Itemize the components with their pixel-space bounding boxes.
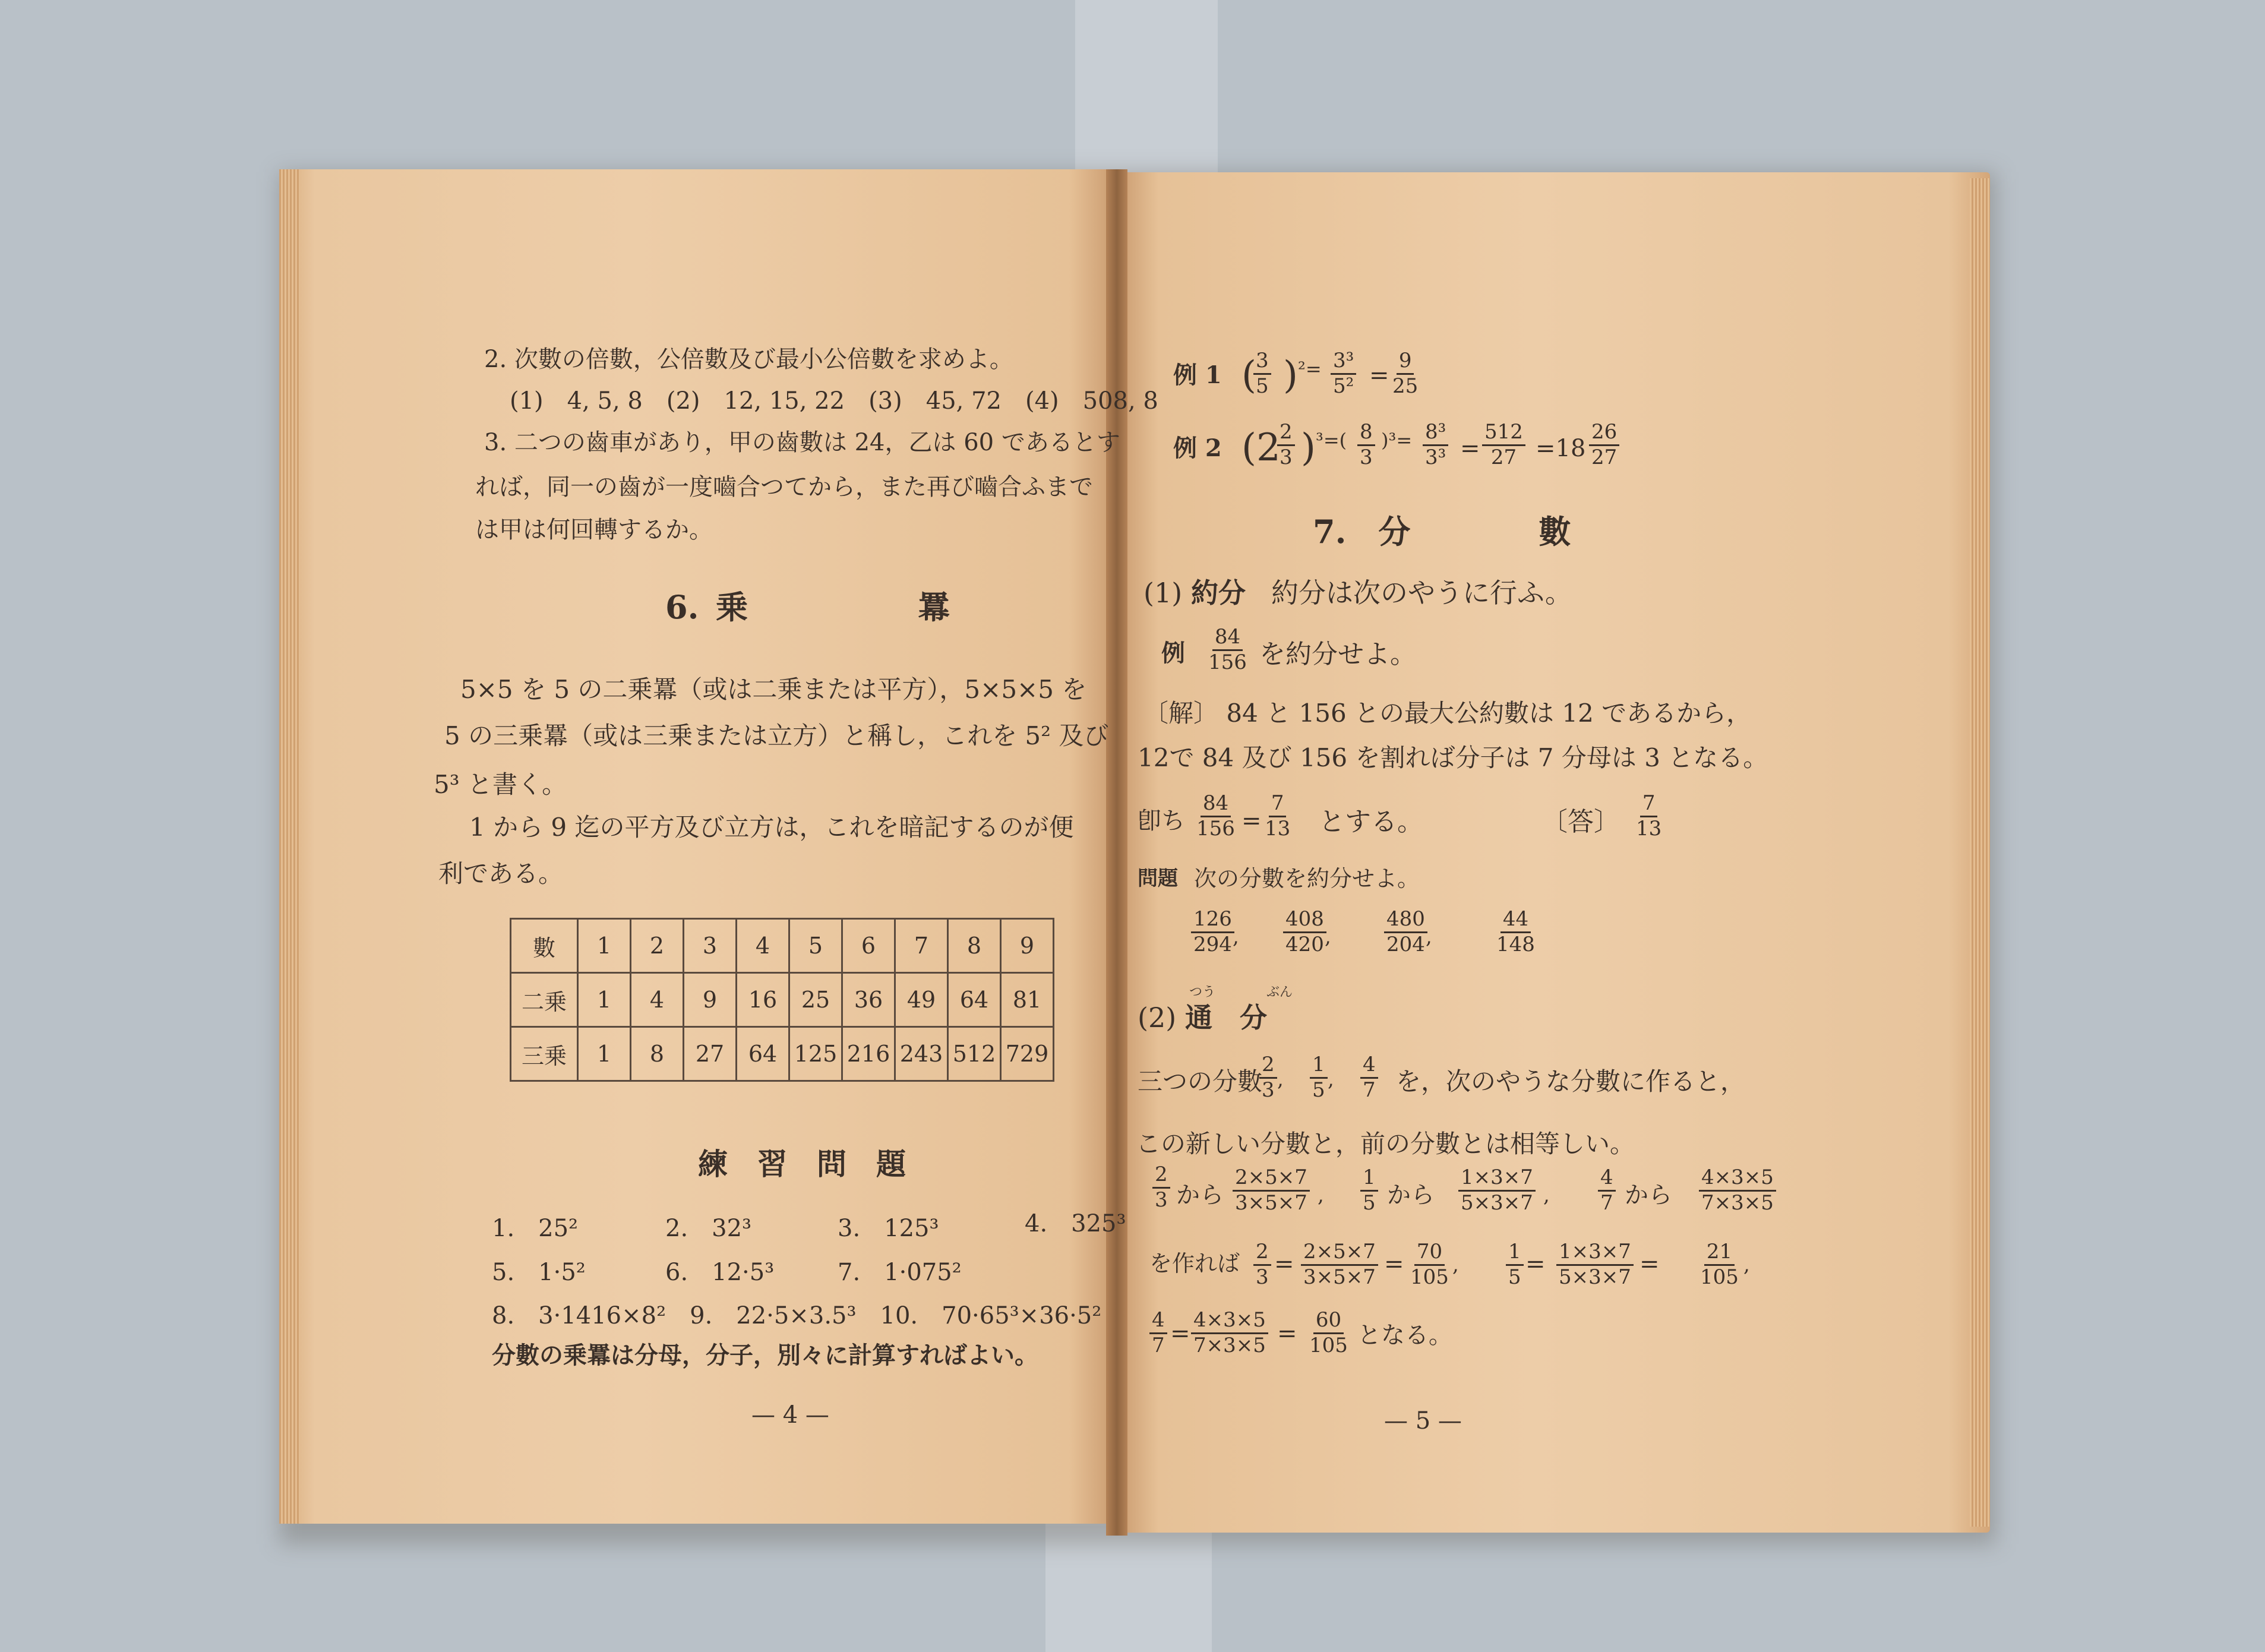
table-cell: 7	[895, 919, 948, 973]
exercise-4: 4. 325³	[1025, 1210, 1126, 1237]
fraction: $\frac{2\times 5\times 7}{3\times 5\times 7}$	[1301, 1242, 1378, 1288]
tsuubun-line-2: この新しい分數と，前の分數とは相等しい。	[1136, 1129, 1635, 1158]
page-number-left: — 4 —	[751, 1401, 829, 1429]
table-cell: 125	[789, 1027, 842, 1081]
subsection-1-title: 約分	[1191, 577, 1246, 609]
fraction: $\frac{\text{3³}}{\text{5²}}$	[1331, 350, 1356, 397]
fraction: $\frac{7}{13}$	[1636, 791, 1662, 841]
comma: ,	[1328, 1067, 1334, 1091]
equals-sign: =	[1384, 1250, 1404, 1278]
example-text: を約分せよ。	[1259, 639, 1416, 669]
fraction: $\frac{512}{27}$	[1482, 422, 1525, 468]
fraction: $\frac{1\times 3\times 7}{5\times 3\times 7}$	[1458, 1167, 1536, 1214]
table-cell: 4	[737, 919, 789, 973]
comma: ,	[1543, 1183, 1550, 1207]
comma: ,	[1277, 1067, 1284, 1091]
table-cell: 三乗	[511, 1027, 578, 1081]
problem-3-line-3: は甲は何回轉するか。	[475, 516, 713, 544]
table-cell: 49	[895, 973, 948, 1027]
subsection-1-text: 約分は次のやうに行ふ。	[1271, 577, 1572, 609]
fraction: $\frac{2}{3}$	[1259, 1054, 1277, 1101]
page-number-right: — 5 —	[1384, 1407, 1462, 1435]
example-2-eq: )³=	[1381, 429, 1413, 451]
table-row	[511, 973, 1054, 1027]
fraction: $\frac{1\times 3\times 7}{5\times 3\times 7}$	[1556, 1242, 1634, 1288]
solution-line-2: 12で 84 及び 156 を割れば分子は 7 分母は 3 となる。	[1138, 743, 1768, 772]
comma: ,	[1233, 925, 1239, 949]
equals-sign: =	[1369, 362, 1389, 389]
fraction: $\frac{2}{3}$	[1152, 1164, 1170, 1211]
example-label: 例	[1161, 639, 1185, 667]
table-cell: 8	[948, 919, 1001, 973]
table-cell: 16	[737, 973, 789, 1027]
equals-sign: =	[1170, 1320, 1190, 1347]
background-strip-top	[1075, 0, 1218, 172]
right-page-edge	[1970, 178, 1990, 1527]
ruby-bun: ぶん	[1266, 985, 1293, 1000]
example-1-paren: )	[1283, 353, 1298, 397]
fraction: $\frac{1}{5}$	[1506, 1242, 1524, 1288]
equals-sign: =	[1274, 1250, 1294, 1278]
para-2-line-1: 1 から 9 迄の平方及び立方は，これを暗記するのが便	[469, 813, 1074, 842]
example-1-paren: (	[1242, 353, 1256, 397]
equals-sign: =	[1525, 1250, 1546, 1278]
note-powers-of-fractions: 分數の乗羃は分母，分子，別々に計算すればよい。	[492, 1341, 1038, 1369]
fraction: $\frac{84}{156}$	[1208, 625, 1247, 674]
table-cell: 6	[842, 919, 895, 973]
para-1-line-1: 5×5 を 5 の二乗羃（或は二乗または平方），5×5×5 を	[460, 675, 1087, 704]
fraction: $\frac{9}{25}$	[1392, 349, 1419, 398]
fraction: $\frac{1}{5}$	[1360, 1167, 1378, 1214]
exercise-2: 2. 32³	[665, 1215, 752, 1242]
fraction: $\frac{3}{5}$	[1253, 350, 1271, 397]
fraction: $\frac{70}{105}$	[1410, 1240, 1449, 1289]
fraction: $\frac{8}{3}$	[1357, 422, 1375, 468]
problem-text: 次の分數を約分せよ。	[1194, 866, 1420, 892]
ruby-tsuu: つう	[1189, 985, 1216, 1000]
para-1-line-3: 5³ と書く。	[434, 770, 567, 799]
table-cell: 27	[684, 1027, 737, 1081]
exercise-title: 練 習 問 題	[698, 1146, 906, 1182]
table-cell: 3	[684, 919, 737, 973]
table-cell: 64	[948, 973, 1001, 1027]
comma: ,	[1325, 925, 1331, 949]
example-1-label: 例 1	[1173, 361, 1222, 389]
section-6-title-b: 羃	[918, 588, 950, 626]
fraction: $\frac{480}{204}$	[1384, 909, 1427, 955]
section-7-title: 7. 分 數	[1313, 513, 1571, 551]
kara-text: から	[1625, 1182, 1672, 1209]
section-6-title-a: 乗	[716, 588, 748, 626]
squares-cubes-table	[510, 918, 1054, 1082]
equals-sign: =	[1242, 807, 1262, 835]
exercise-5: 5. 1·5²	[492, 1259, 586, 1286]
exercise-1: 1. 25²	[492, 1215, 579, 1242]
fraction: $\frac{1}{5}$	[1310, 1054, 1328, 1101]
fraction: $\frac{4}{7}$	[1149, 1310, 1167, 1356]
fraction: $\frac{\text{8³}}{\text{3³}}$	[1423, 422, 1448, 468]
section-6-number: 6.	[665, 588, 699, 626]
fraction: $\frac{7}{13}$	[1265, 791, 1291, 841]
solution-line-1: 〔解〕 84 と 156 との最大公約數は 12 であるから，	[1143, 699, 1752, 728]
problem-label: 問題	[1138, 867, 1178, 890]
table-cell: 數	[511, 919, 578, 973]
example-2-paren: (2	[1242, 426, 1281, 470]
subsection-2-label: (2)	[1138, 1002, 1177, 1034]
table-cell: 25	[789, 973, 842, 1027]
fraction: $\frac{26}{27}$	[1589, 422, 1619, 468]
tsuubun-line-1a: 三つの分數	[1138, 1067, 1263, 1096]
table-cell: 二乗	[511, 973, 578, 1027]
para-1-line-2: 5 の三乗羃（或は三乗または立方）と稱し，これを 5² 及び	[444, 721, 1109, 750]
problem-3-line-1: 3. 二つの齒車があり，甲の齒數は 24，乙は 60 であるとす	[484, 429, 1120, 456]
subsection-2-title: 通 分	[1185, 1002, 1267, 1034]
table-cell: 81	[1001, 973, 1054, 1027]
exercise-3: 3. 125³	[838, 1215, 939, 1242]
table-cell: 9	[1001, 919, 1054, 973]
fraction: $\frac{408}{420}$	[1283, 909, 1326, 955]
comma: ,	[1743, 1253, 1750, 1277]
equals-sign: =	[1639, 1250, 1660, 1278]
comma: ,	[1452, 1253, 1459, 1277]
equals-sign: =	[1277, 1320, 1297, 1347]
kara-text: から	[1387, 1182, 1435, 1209]
example-2-label: 例 2	[1173, 434, 1222, 462]
fraction: $\frac{4}{7}$	[1360, 1054, 1378, 1101]
fraction: $\frac{2}{3}$	[1253, 1242, 1271, 1288]
table-cell: 4	[631, 973, 684, 1027]
example-1-eq: ²=	[1298, 358, 1322, 380]
exercise-7: 7. 1·075²	[838, 1259, 962, 1286]
table-cell: 5	[789, 919, 842, 973]
suru-text: とする。	[1319, 807, 1423, 837]
problem-3-line-2: れば，同一の齒が一度嚙合つてから，また再び嚙合ふまで	[475, 473, 1093, 501]
answer-label: 〔答〕	[1541, 807, 1620, 837]
exercise-6: 6. 12·5³	[665, 1259, 775, 1286]
table-cell: 36	[842, 973, 895, 1027]
fraction: $\frac{44}{148}$	[1496, 907, 1535, 956]
table-row	[511, 919, 1054, 973]
book-spine	[1106, 169, 1127, 1536]
table-cell: 1	[578, 973, 631, 1027]
equals-sign: =	[1460, 435, 1480, 462]
problem-2-items: (1) 4, 5, 8 (2) 12, 15, 22 (3) 45, 72 (4) 508, 8	[510, 387, 1158, 415]
para-2-line-2: 利である。	[438, 859, 564, 888]
table-cell: 216	[842, 1027, 895, 1081]
fraction: $\frac{126}{294}$	[1191, 909, 1234, 955]
kara-text: から	[1176, 1182, 1224, 1209]
mixed-number: =18	[1536, 435, 1586, 462]
fraction: $\frac{4\times 3\times 5}{7\times 3\times 5}$	[1191, 1310, 1268, 1356]
fraction: $\frac{84}{156}$	[1196, 791, 1235, 841]
fraction: $\frac{4\times 3\times 5}{7\times 3\times 5}$	[1699, 1167, 1776, 1214]
problem-2: 2. 次數の倍數，公倍數及び最小公倍數を求めよ。	[484, 346, 1013, 373]
fraction: $\frac{4}{7}$	[1598, 1167, 1616, 1214]
to-naru: となる。	[1357, 1322, 1452, 1349]
wo-tsukureba: を作れば	[1149, 1250, 1240, 1277]
comma: ,	[1318, 1183, 1324, 1207]
table-cell: 2	[631, 919, 684, 973]
comma: ,	[1426, 925, 1432, 949]
table-cell: 1	[578, 919, 631, 973]
fraction: $\frac{21}{105}$	[1700, 1240, 1739, 1289]
table-cell: 729	[1001, 1027, 1054, 1081]
table-cell: 64	[737, 1027, 789, 1081]
fraction: $\frac{2}{3}$	[1277, 422, 1295, 468]
example-2-paren: )	[1301, 426, 1316, 470]
table-row	[511, 1027, 1054, 1081]
left-page-edge	[279, 169, 299, 1524]
fraction: $\frac{60}{105}$	[1309, 1308, 1348, 1357]
tsuubun-line-1b: を，次のやうな分數に作ると，	[1396, 1067, 1746, 1096]
subsection-1-label: (1)	[1143, 577, 1183, 609]
table-cell: 512	[948, 1027, 1001, 1081]
exercise-row-3: 8. 3·1416×8² 9. 22·5×3.5³ 10. 70·65³×36·5²	[492, 1302, 1102, 1329]
table-cell: 9	[684, 973, 737, 1027]
table-cell: 8	[631, 1027, 684, 1081]
table-cell: 243	[895, 1027, 948, 1081]
table-cell: 1	[578, 1027, 631, 1081]
fraction: $\frac{2\times 5\times 7}{3\times 5\times 7}$	[1233, 1167, 1310, 1214]
sunawachi-label: 卽ち	[1138, 807, 1185, 835]
example-2-eq: ³=(	[1316, 429, 1347, 451]
